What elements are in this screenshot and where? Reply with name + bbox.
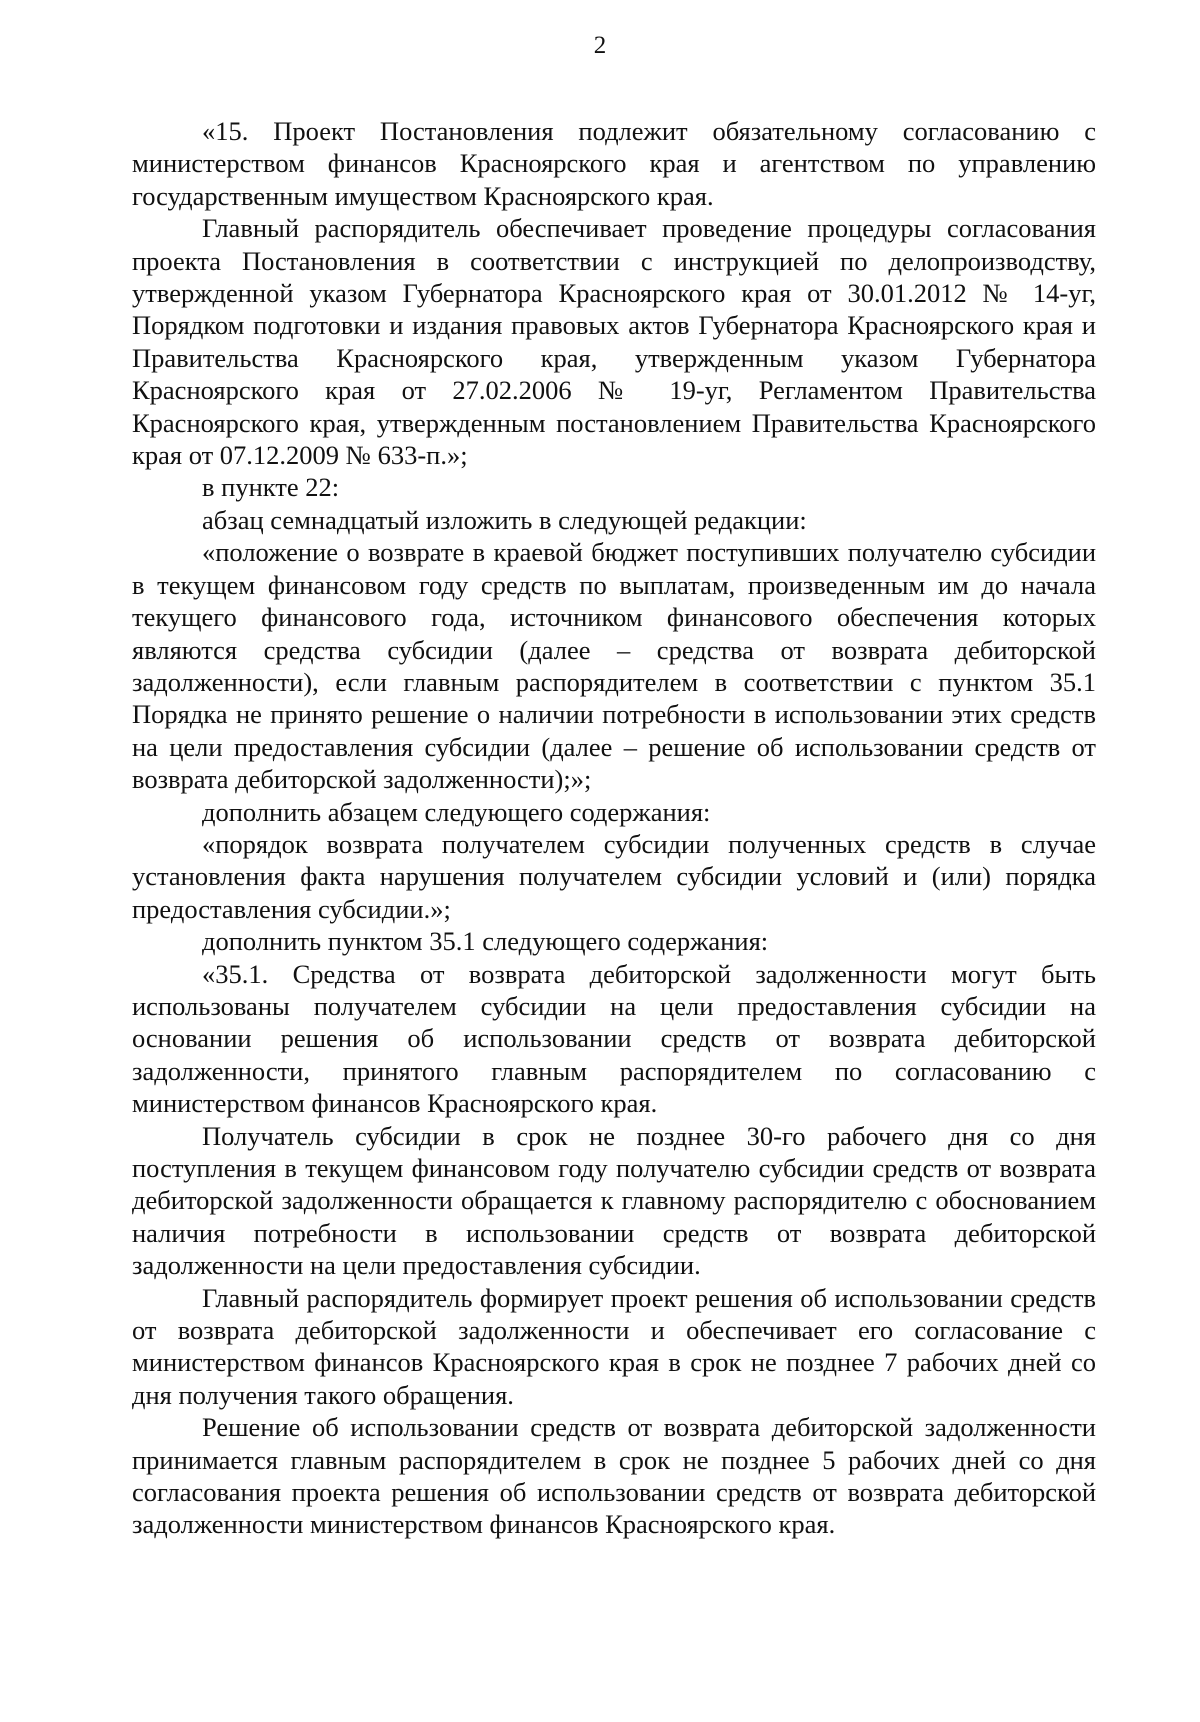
paragraph-draft-decision: Главный распорядитель формирует проект решения об использовании средств от возврата дебиторской задолженности и обеспечивает его согласование с министерством финансов Красноярского края в срок не позднее 7 рабочих дней со дня получения такого обращения. — [132, 1282, 1096, 1410]
paragraph-return-provision: «положение о возврате в краевой бюджет поступивших получателю субсидии в текущем финансовом году средств по выплатам, произведенным им до начала текущего финансового года, источником финансового обеспечения которых являются средства субсидии (далее – средства от возврата дебиторской задолженности), если главным распорядителем в соответствии с пунктом 35.1 Порядка не принято решение о наличии потребности в использовании этих средств на цели предоставления субсидии (далее – решение об использовании средств от возврата дебиторской задолженности);»; — [132, 537, 1096, 795]
page-number: 2 — [593, 32, 607, 59]
paragraph-17-amendment: абзац семнадцатый изложить в следующей редакции: — [202, 504, 807, 535]
paragraph-add-clause: дополнить абзацем следующего содержания: — [202, 796, 711, 827]
paragraph-recipient-request: Получатель субсидии в срок не позднее 30-го рабочего дня со дня поступления в текущем финансовом году получателю субсидии средств от возврата дебиторской задолженности обращается к главному распорядителю с обоснованием наличия потребности в использовании средств от возврата дебиторской задолженности на цели предоставления субсидии. — [132, 1120, 1096, 1281]
paragraph-approval-procedure: Главный распорядитель обеспечивает проведение процедуры согласования проекта Постановления в соответствии с инструкцией по делопроизводству, утвержденной указом Губернатора Красноярского края от 30.01.2012 № 14-уг, Порядком подготовки и издания правовых актов Губернатора Красноярского края и Правительства Красноярского края, утвержденным указом Губернатора Красноярского края от 27.02.2006 № 19-уг, Регламентом Правительства Красноярского края, утвержденным постановлением Правительства Красноярского края от 07.12.2009 № 633-п.»; — [132, 213, 1096, 471]
paragraph-35-1: «35.1. Средства от возврата дебиторской задолженности могут быть использованы получателем субсидии на цели предоставления субсидии на основании решения об использовании средств от возврата дебиторской задолженности, принятого главным распорядителем по согласованию с министерством финансов Красноярского края. — [132, 958, 1096, 1119]
paragraph-decision-deadline: Решение об использовании средств от возврата дебиторской задолженности принимается главным распорядителем в срок не позднее 5 рабочих дней со дня согласования проекта решения об использовании средств от возврата дебиторской задолженности министерством финансов Красноярского края. — [132, 1412, 1096, 1540]
paragraph-15: «15. Проект Постановления подлежит обязательному согласованию с министерством финансов Красноярского края и агентством по управлению государственным имуществом Красноярского края. — [132, 116, 1096, 211]
paragraph-return-order: «порядок возврата получателем субсидии полученных средств в случае установления факта нарушения получателем субсидии условий и (или) порядка предоставления субсидии.»; — [132, 828, 1096, 924]
document-body — [132, 115, 1096, 1541]
paragraph-add-point-35-1: дополнить пунктом 35.1 следующего содержания: — [202, 926, 769, 957]
paragraph-point-22: в пункте 22: — [202, 472, 340, 503]
